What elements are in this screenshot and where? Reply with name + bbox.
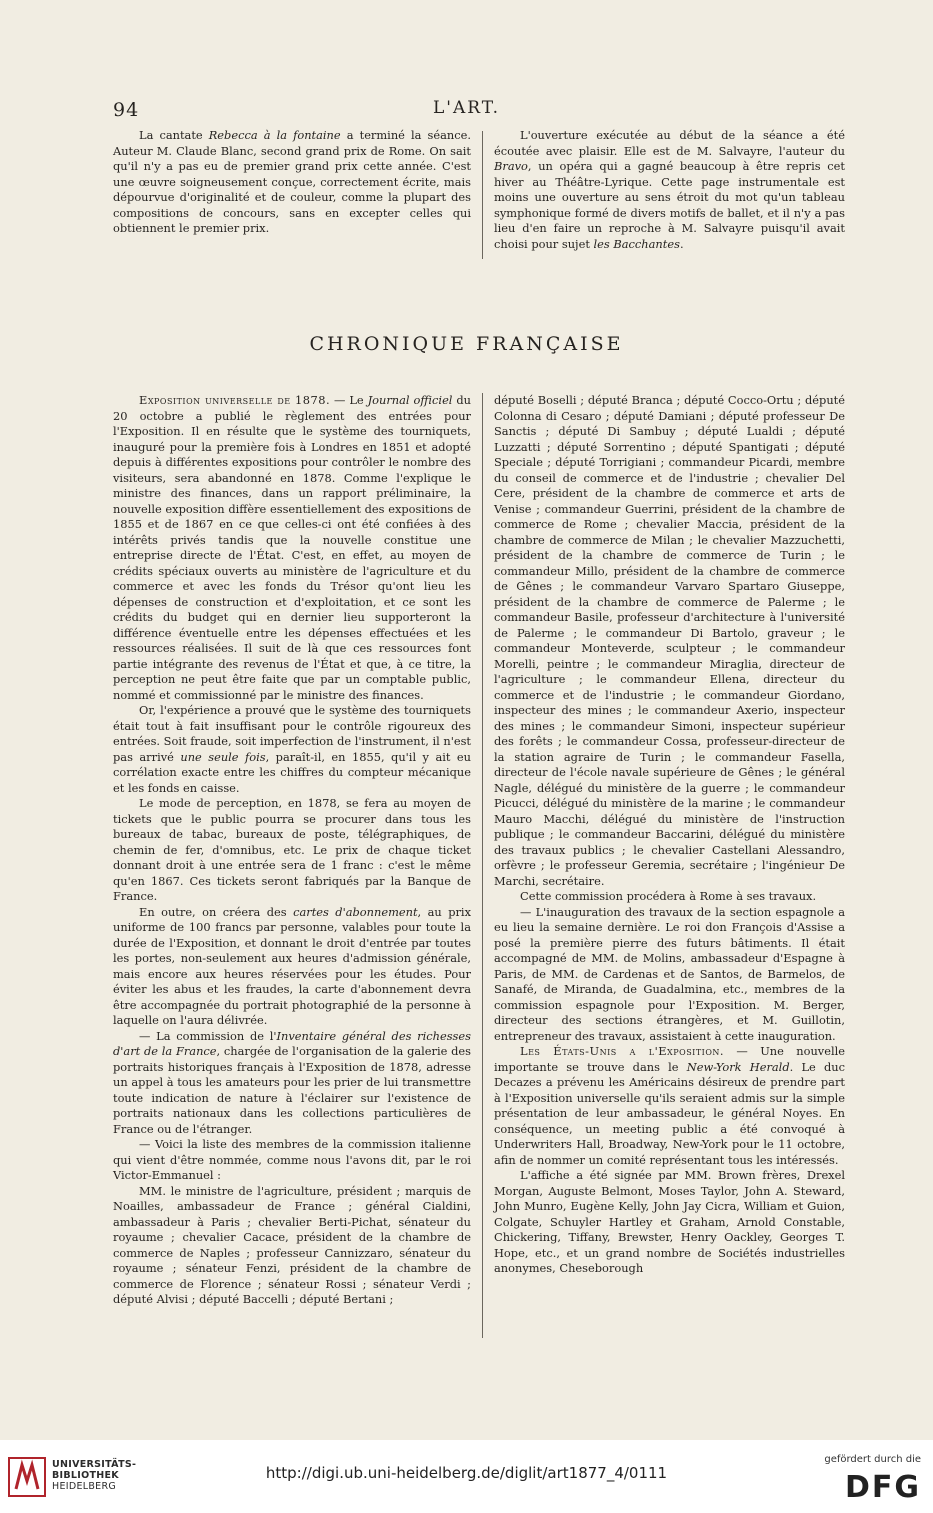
paragraph: Le mode de perception, en 1878, se fera au moyen de tickets que le public pourra se procurer dans tous les bureaux de tabac, bureaux de poste, télégraphiques, de chemin de fer, d'omnibus, etc. Le prix de chaque ticket donnant droit à une entrée sera de 1 franc : c'est le même qu'en 1867. Ces tickets seront fabriqués par la Banque de France. [113,796,471,903]
permalink-url[interactable]: http://digi.ub.uni-heidelberg.de/diglit/art1877_4/0111 [265,1464,668,1482]
bottom-right-column [494,393,845,1277]
section-title: CHRONIQUE FRANÇAISE [309,333,624,355]
top-right-column [494,128,845,252]
top-left-column [113,128,471,237]
paragraph: Cette commission procédera à Rome à ses travaux. [520,889,817,903]
bottom-left-column [113,393,471,1308]
paragraph: — L'inauguration des travaux de la section espagnole a eu lieu la semaine dernière. Le roi don François d'Assise a posé la première pierre des futurs bâtiments. Il était accompagné de MM. de Molins, ambassadeur d'Espagne à Paris, de MM. de Cardenas et de Santos, de Barmelos, de Sanafé, de Miranda, de Guadalmina, etc., membres de la commission espagnole pour l'Exposition. M. Berger, directeur des sections étrangères, et M. Guillotin, entrepreneur des travaux, assistaient à cette inauguration. [494,904,845,1043]
funder-caption: gefördert durch die [824,1454,921,1465]
library-name[interactable]: UNIVERSITÄTS- BIBLIOTHEK HEIDELBERG [52,1459,137,1492]
paragraph: L'affiche a été signée par MM. Brown frères, Drexel Morgan, Auguste Belmont, Moses Taylor, John A. Steward, John Munro, Eugène Kelly, John Jay Cicra, William et Guion, Colgate, Schuyler Hartley et Graham, Arnold Constable, Chickering, Tiffany, Brewster, Henry Oackley, Georges T. Hope, etc., et un grand nombre de Sociétés industrielles anonymes, Cheseborough [494,1168,845,1275]
page-number: 94 [113,99,140,121]
paragraph: Or, l'expérience a prouvé que le système des tourniquets était tout à fait insuffisant pour le contrôle rigoureux des entrées. Soit fraude, soit imperfection de l'instrument, il n'est pas arrivé une seule fois, paraît-il, en 1855, qu'il y ait eu corrélation exacte entre les chiffres du compteur mécanique et les fonds en caisse. [113,703,471,795]
paragraph: MM. le ministre de l'agriculture, président ; marquis de Noailles, ambassadeur de France ; général Cialdini, ambassadeur à Paris ; chevalier Berti-Pichat, sénateur du royaume ; chevalier Cacace, président de la chambre de commerce de Naples ; professeur Cannizzaro, sénateur du royaume ; sénateur Fenzi, président de la chambre de commerce de Florence ; sénateur Rossi ; sénateur Verdi ; député Alvisi ; député Baccelli ; député Bertani ; [113,1183,471,1306]
paragraph: Exposition universelle de 1878. — Le Journal officiel du 20 octobre a publié le règlement des entrées pour l'Exposition. Il en résulte que le système des tourniquets, inauguré pour la première fois à Londres en 1851 et adopté depuis à différentes expositions pour contrôler le nombre des visiteurs, sera abandonné en 1878. Comme l'explique le ministre des finances, dans un rapport préliminaire, la nouvelle exposition diffère essentiellement des expositions de 1855 et de 1867 en ce que celles-ci ont été confiées à des intérêts privés tandis que la nouvelle constitue une entreprise directe de l'État. C'est, en effet, au moyen de crédits spéciaux ouverts au ministère de l'agriculture et du commerce et avec les fonds du Trésor qu'ont lieu les dépenses de construction et d'exploitation, et ce sont les crédits du budget qui en dernier lieu supporteront la différence éventuelle entre les dépenses effectuées et les ressources réalisées. Il suit de là que ces ressources font partie intégrante des revenus de l'État et que, à ce titre, la perception ne peut être faite que par un comptable public, nommé et commissionné par le ministre des finances. [113,393,472,702]
viewer-footer [0,1440,933,1513]
paragraph: En outre, on créera des cartes d'abonnement, au prix uniforme de 100 francs par personne, valables pour toute la durée de l'Exposition, et donnant le droit d'entrée par toutes les portes, non-seulement aux heures d'admission générale, mais encore aux heures réservées pour les études. Pour éviter les abus et les fraudes, la carte d'abonnement devra être accompagnée du portrait photographié de la personne à laquelle on l'aura délivrée. [113,904,471,1027]
paragraph: Les États-Unis a l'Exposition. — Une nouvelle importante se trouve dans le New-York Herald. Le duc Decazes a prévenu les Américains désireux de prendre part à l'Exposition universelle qu'ils seraient admis sur la simple présentation de leur ambassadeur, le général Noyes. En conséquence, un meeting public a été convoqué à Underwriters Hall, Broadway, New-York pour le 11 octobre, afin de nommer un comité représentant tous les intéressés. [494,1044,845,1167]
running-head: L'ART. [433,98,500,118]
paragraph: — La commission de l'Inventaire général des richesses d'art de la France, chargée de l'organisation de la galerie des portraits historiques français à l'Exposition de 1878, adresse un appel à tous les amateurs pour les prier de lui transmettre toute indication de nature à l'éclairer sur l'existence de portraits nationaux dans les collections particulières de France ou de l'étranger. [113,1028,471,1136]
dfg-logo-icon[interactable]: DFG [844,1470,921,1505]
paragraph: L'ouverture exécutée au début de la séance a été écoutée avec plaisir. Elle est de M. Salvayre, l'auteur du Bravo, un opéra qui a gagné beaucoup à être repris cet hiver au Théâtre-Lyrique. Cette page instrumentale est moins une ouverture au sens étroit du mot qu'un tableau symphonique formé de divers motifs de ballet, et il n'y a pas lieu d'en faire un reproche à M. Salvayre puisqu'il avait choisi pour sujet les Bacchantes. [494,128,845,251]
column-rule-top [482,131,483,259]
paragraph: — Voici la liste des membres de la commission italienne qui vient d'être nommée, comme nous l'avons dit, par le roi Victor-Emmanuel : [113,1137,471,1182]
paragraph: député Boselli ; député Branca ; député Cocco-Ortu ; député Colonna di Cesaro ; député Damiani ; député professeur De Sanctis ; député Di Sambuy ; député Lualdi ; député Luzzatti ; député Sorrentino ; député Spantigati ; député Speciale ; député Torrigiani ; commandeur Picardi, membre du conseil de commerce et de l'industrie ; chevalier Del Cere, président de la chambre de commerce et arts de Venise ; commandeur Guerrini, président de la chambre de commerce de Rome ; chevalier Maccia, président de la chambre de commerce de Milan ; le chevalier Mazzuchetti, président de la chambre de commerce de Turin ; le commandeur Millo, président de la chambre de commerce de Gênes ; le commandeur Varvaro Spartaro Giuseppe, président de la chambre de commerce de Palerme ; le commandeur Basile, professeur d'architecture à l'université de Palerme ; le commandeur Di Bartolo, graveur ; le commandeur Monteverde, sculpteur ; le commandeur Morelli, peintre ; le commandeur Miraglia, directeur de l'agriculture ; le commandeur Ellena, directeur du commerce et de l'industrie ; le commandeur Giordano, inspecteur des mines ; le commandeur Axerio, inspecteur des mines ; le commandeur Simoni, inspecteur supérieur des forêts ; le commandeur Cossa, professeur-directeur de la station agraire de Turin ; le commandeur Fasella, directeur de l'école navale supérieure de Gênes ; le général Nagle, délégué du ministère de la guerre ; le commandeur Picucci, délégué du ministère de la marine ; le commandeur Mauro Macchi, délégué du ministère de l'instruction publique ; le commandeur Baccarini, délégué du ministère des travaux publics ; le chevalier Castellani Alessandro, orfèvre ; le professeur Geremia, secrétaire ; l'ingénieur De Marchi, secrétaire. [494,393,845,888]
column-rule-bottom [482,393,483,1338]
paragraph: La cantate Rebecca à la fontaine a terminé la séance. Auteur M. Claude Blanc, second grand prix de Rome. On sait qu'il n'y a pas eu de premier grand prix cette année. C'est une œuvre soigneusement conçue, correctement écrite, mais dépourvue d'originalité et de couleur, comme la plupart des compositions de concours, sans en excepter celles qui obtiennent le premier prix. [113,128,471,235]
